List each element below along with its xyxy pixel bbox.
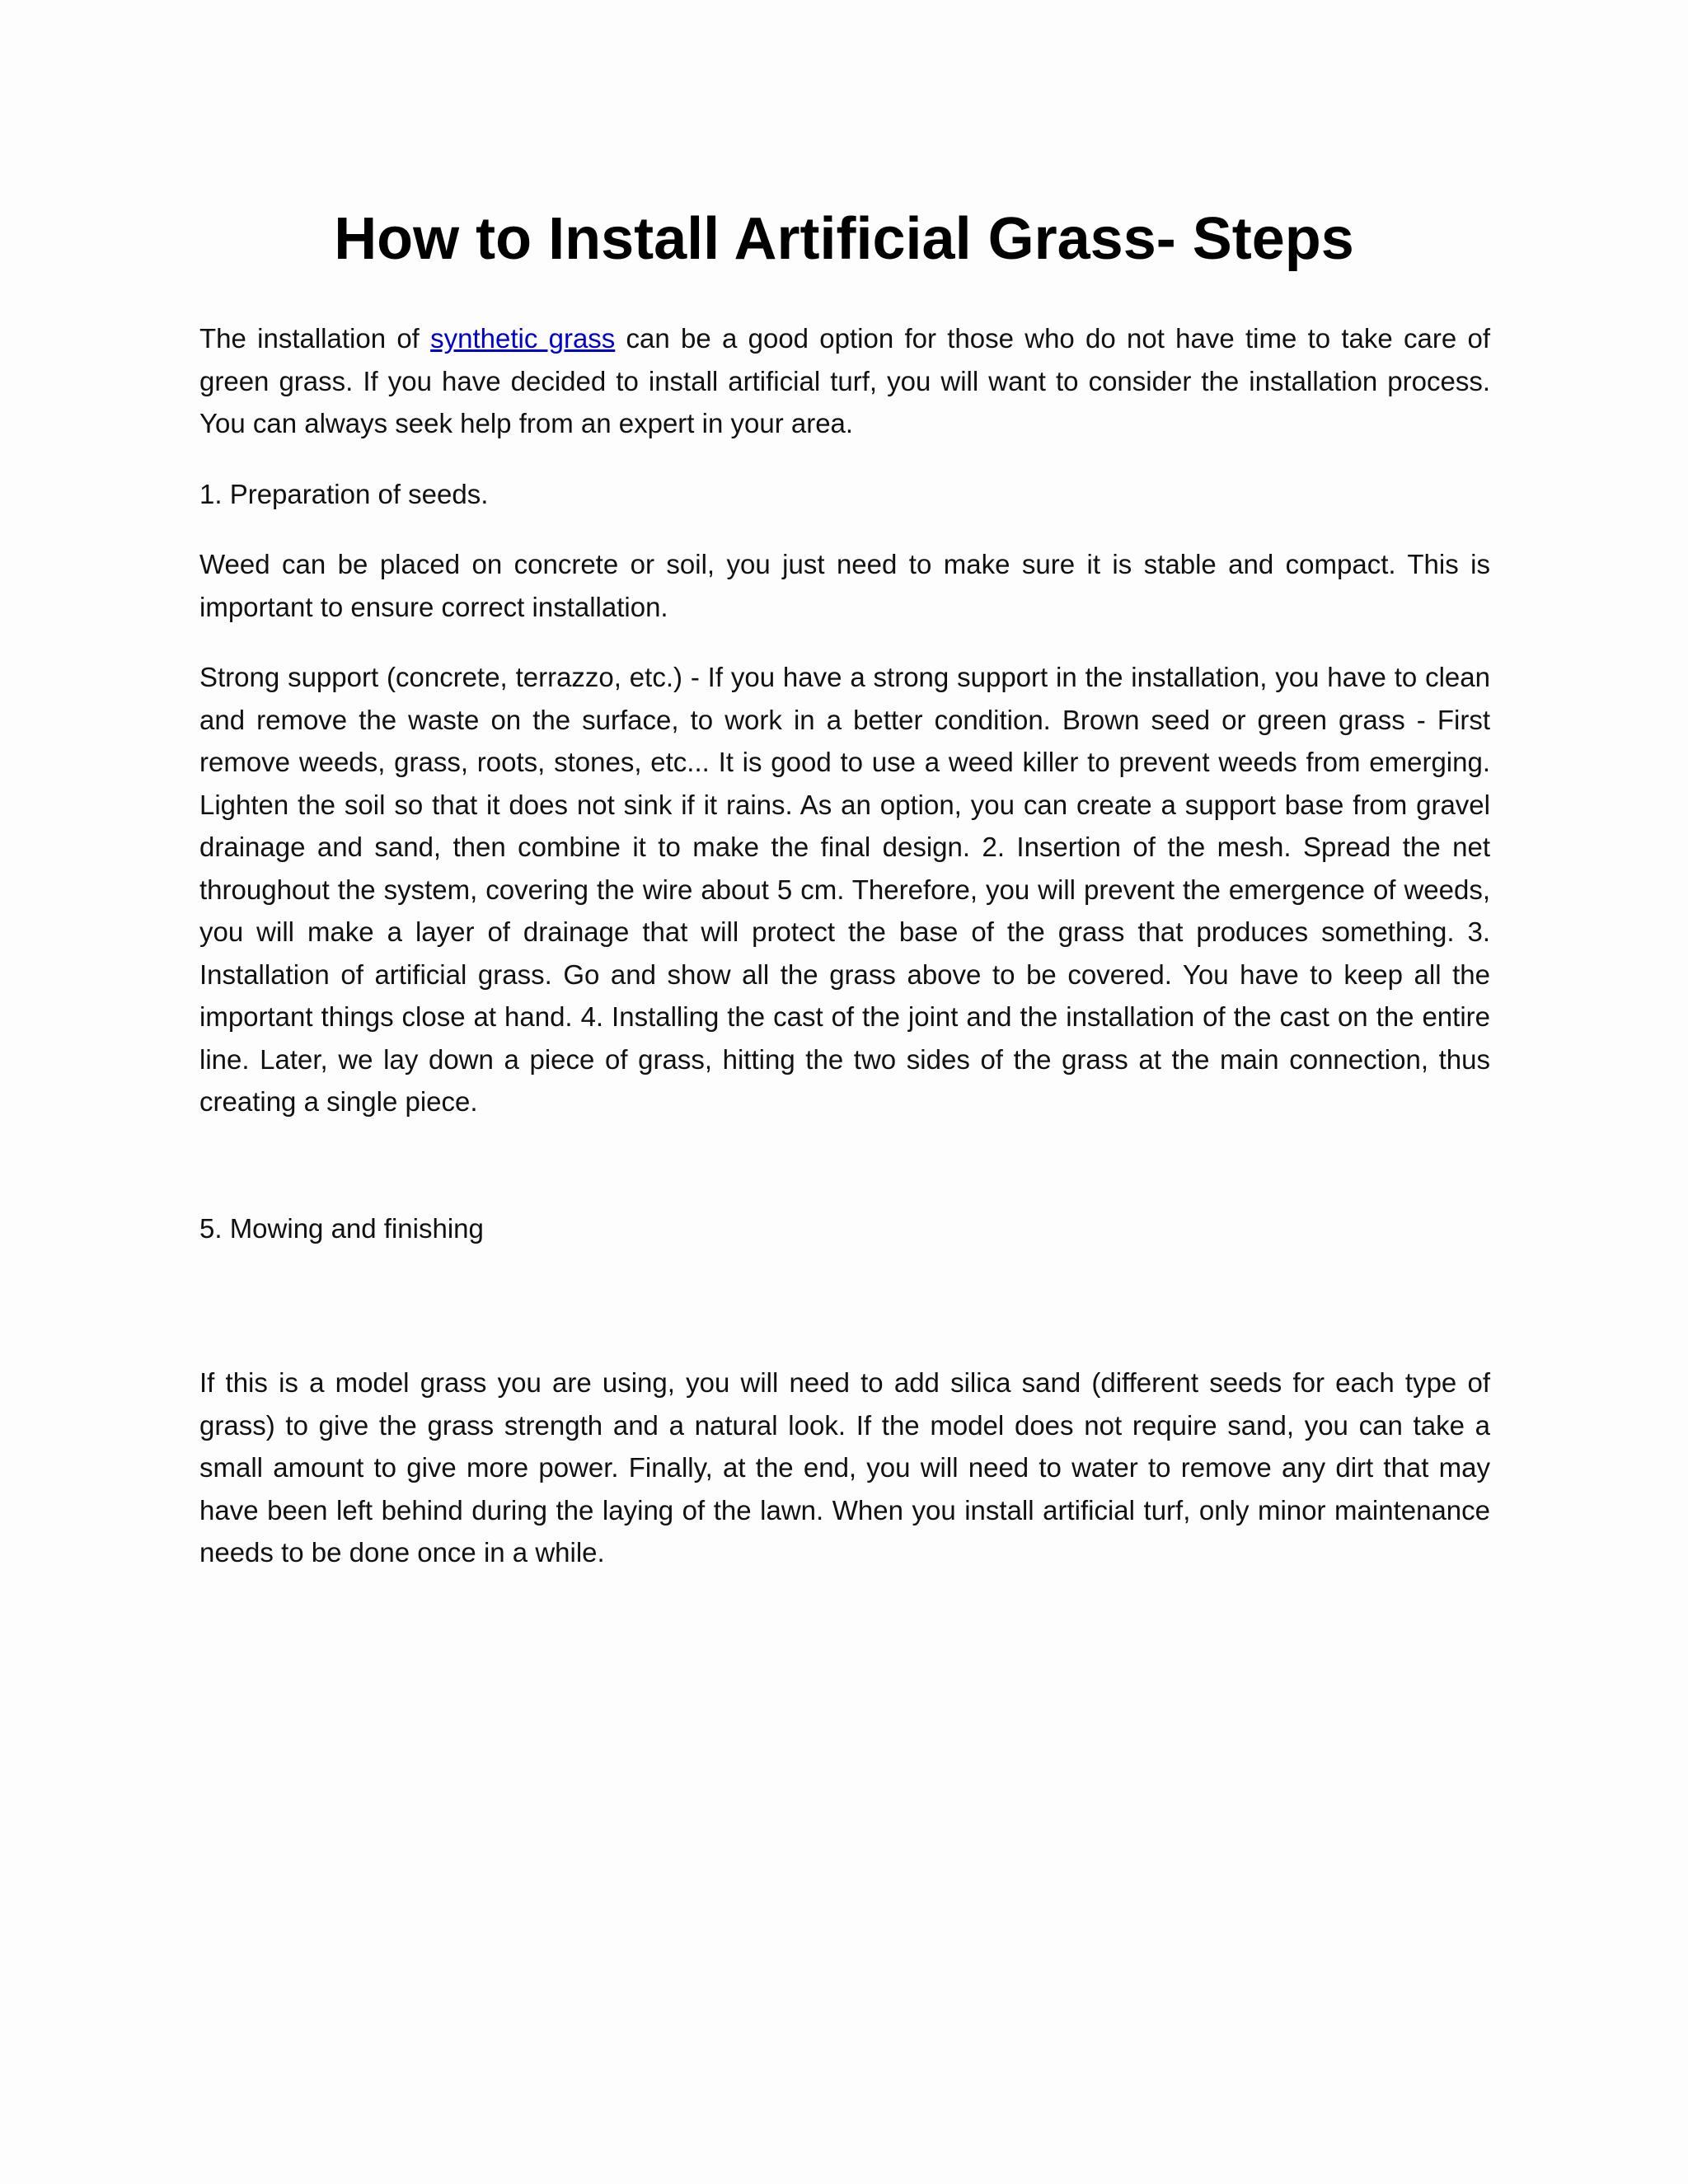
final-paragraph: If this is a model grass you are using, you will need to add silica sand (different seeds for each type of grass) to give the grass strength and a natural look. If the model does not require sand, you can take a small amount to give more power. Finally, at the end, you will need to water to remove any dirt that may have been left behind during the laying of the lawn. When you install artificial turf, only minor maintenance needs to be done once in a while.: [199, 1367, 1490, 1568]
document-body: [199, 317, 1490, 1602]
synthetic-grass-link[interactable]: synthetic grass: [430, 323, 616, 354]
step1-heading: 1. Preparation of seeds.: [199, 478, 489, 509]
intro-text-before-link: The installation of: [199, 323, 431, 354]
page-title: How to Install Artificial Grass- Steps: [334, 206, 1354, 272]
step1-body: Weed can be placed on concrete or soil, you just need to make sure it is stable and compact. This is important to ensure correct installation.: [199, 549, 1490, 622]
intro-text-after-link: can be a good option for those who do not have time to take care of green grass. If you have decided to install artificial turf, you will want to consider the installation process. You can always seek help from an expert in your area.: [199, 323, 1490, 438]
step5-heading: 5. Mowing and finishing: [199, 1212, 484, 1244]
intro-paragraph: [199, 317, 1490, 445]
support-paragraph: Strong support (concrete, terrazzo, etc.) - If you have a strong support in the installation, you have to clean and remove the waste on the surface, to work in a better condition. Brown seed or green grass - First remove weeds, grass, roots, stones, etc... It is good to use a weed killer to prevent weeds from emerging. Lighten the soil so that it does not sink if it rains. As an option, you can create a support base from gravel drainage and sand, then combine it to make the final design. 2. Insertion of the mesh. Spread the net throughout the system, covering the wire about 5 cm. Therefore, you will prevent the emergence of weeds, you will make a layer of drainage that will protect the base of the grass that produces something. 3. Installation of artificial grass. Go and show all the grass above to be covered. You have to keep all the important things close at hand. 4. Installing the cast of the joint and the installation of the cast on the entire line. Later, we lay down a piece of grass, hitting the two sides of the grass at the main connection, thus creating a single piece.: [199, 662, 1490, 1117]
